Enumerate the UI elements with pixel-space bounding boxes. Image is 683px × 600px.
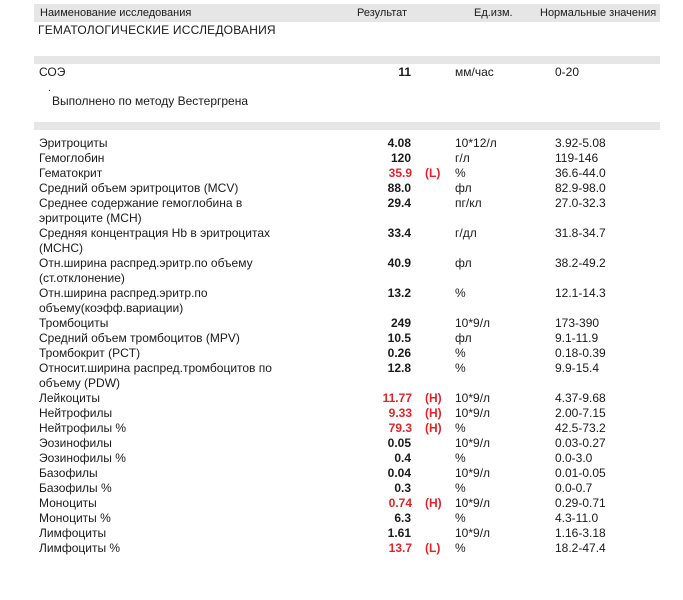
row-normal: 9.9-15.4: [555, 361, 600, 375]
row-unit: 10*9/л: [455, 526, 491, 540]
section-title: ГЕМАТОЛОГИЧЕСКИЕ ИССЛЕДОВАНИЯ: [38, 23, 276, 37]
row-name: Базофилы %: [39, 481, 112, 495]
row-flag: (H): [425, 406, 442, 420]
row-unit: %: [455, 166, 466, 180]
row-unit: 10*9/л: [455, 436, 491, 450]
row-result: 29.4: [387, 196, 411, 210]
row-name: Гемоглобин: [39, 151, 105, 165]
esr-dot: .: [48, 83, 51, 94]
row-name: Нейтрофилы %: [39, 421, 127, 435]
row-normal: 0.0-0.7: [555, 481, 593, 495]
row-result: 13.2: [387, 286, 411, 300]
row-name: Эозинофилы %: [39, 451, 126, 465]
row-normal: 31.8-34.7: [555, 226, 606, 240]
divider-band: [34, 56, 660, 64]
row-unit: %: [455, 286, 466, 300]
row-result: 0.26: [387, 346, 411, 360]
row-normal: 18.2-47.4: [555, 541, 606, 555]
row-normal: 0.0-3.0: [555, 451, 593, 465]
row-result: 120: [390, 151, 411, 165]
row-unit: %: [455, 541, 466, 555]
row-normal: 0.03-0.27: [555, 436, 606, 450]
row-result: 4.08: [387, 136, 411, 150]
row-name: Средний объем эритроцитов (MCV): [39, 181, 239, 195]
row-name: Средняя концентрация Hb в эритроцитах (MCHC): [39, 226, 271, 255]
row-name: Гематокрит: [39, 166, 103, 180]
row-name: Средний объем тромбоцитов (MPV): [39, 331, 240, 345]
row-normal: 119-146: [555, 151, 599, 165]
row-normal: 82.9-98.0: [555, 181, 606, 195]
row-normal: 36.6-44.0: [555, 166, 606, 180]
row-result: 1.61: [387, 526, 411, 540]
row-name: Лимфоциты %: [39, 541, 121, 555]
esr-result: 11: [398, 65, 411, 79]
row-result: 0.74: [388, 496, 412, 510]
row-normal: 4.3-11.0: [555, 511, 599, 525]
row-result: 0.05: [387, 436, 411, 450]
row-name: Эритроциты: [39, 136, 108, 150]
row-name: Тромбоциты: [39, 316, 109, 330]
row-normal: 9.1-11.9: [555, 331, 599, 345]
row-result: 0.3: [394, 481, 411, 495]
row-result: 6.3: [394, 511, 411, 525]
row-result: 11.77: [382, 391, 412, 405]
row-unit: 10*9/л: [455, 496, 491, 510]
row-normal: 27.0-32.3: [555, 196, 606, 210]
table-header: [34, 4, 660, 22]
row-result: 13.7: [388, 541, 412, 555]
row-name: Моноциты: [39, 496, 97, 510]
row-normal: 173-390: [555, 316, 600, 330]
row-normal: 0.01-0.05: [555, 466, 606, 480]
row-normal: 2.00-7.15: [555, 406, 606, 420]
row-result: 12.8: [387, 361, 411, 375]
esr-normal: 0-20: [555, 65, 580, 79]
row-name: Лейкоциты: [39, 391, 101, 405]
row-name: Лимфоциты: [39, 526, 107, 540]
header-name: Наименование исследования: [40, 7, 192, 19]
row-name: Нейтрофилы: [39, 406, 113, 420]
row-result: 33.4: [387, 226, 411, 240]
row-name: Среднее содержание гемоглобина в эритроците (MCH): [39, 196, 243, 225]
row-unit: фл: [455, 256, 472, 270]
row-normal: 4.37-9.68: [555, 391, 606, 405]
row-unit: 10*9/л: [455, 466, 491, 480]
row-unit: %: [455, 511, 466, 525]
row-result: 79.3: [388, 421, 412, 435]
row-result: 9.33: [388, 406, 412, 420]
esr-name: СОЭ: [39, 65, 66, 79]
row-normal: 0.18-0.39: [555, 346, 606, 360]
row-flag: (L): [425, 166, 441, 180]
esr-method: Выполнено по методу Вестергрена: [52, 94, 249, 108]
row-name: Моноциты %: [39, 511, 111, 525]
header-unit: Ед.изм.: [474, 7, 513, 19]
row-flag: (H): [425, 496, 442, 510]
row-result: 35.9: [388, 166, 412, 180]
row-name: Тромбокрит (PCT): [39, 346, 141, 360]
row-result: 40.9: [387, 256, 411, 270]
row-unit: г/л: [455, 151, 470, 165]
row-name: Базофилы: [39, 466, 98, 480]
row-unit: г/дл: [455, 226, 477, 240]
row-result: 10.5: [387, 331, 411, 345]
row-unit: 10*9/л: [455, 391, 491, 405]
row-name: Отн.ширина распред.эритр.по объему(коэфф.вариации): [39, 286, 208, 315]
header-normal: Нормальные значения: [540, 7, 657, 19]
row-normal: 12.1-14.3: [555, 286, 606, 300]
row-normal: 42.5-73.2: [555, 421, 606, 435]
row-unit: %: [455, 451, 466, 465]
row-normal: 3.92-5.08: [555, 136, 606, 150]
row-unit: %: [455, 481, 466, 495]
row-flag: (H): [425, 391, 442, 405]
row-result: 249: [390, 316, 411, 330]
esr-unit: мм/час: [455, 65, 494, 79]
row-flag: (L): [425, 541, 441, 555]
row-result: 88.0: [387, 181, 411, 195]
row-unit: 10*9/л: [455, 316, 491, 330]
row-normal: 0.29-0.71: [555, 496, 606, 510]
row-unit: %: [455, 421, 466, 435]
row-name: Отн.ширина распред.эритр.по объему (ст.отклонение): [39, 256, 253, 285]
row-unit: %: [455, 361, 466, 375]
row-normal: 38.2-49.2: [555, 256, 606, 270]
row-unit: 10*9/л: [455, 406, 491, 420]
row-name: Эозинофилы: [39, 436, 112, 450]
row-result: 0.04: [387, 466, 411, 480]
row-unit: 10*12/л: [455, 136, 497, 150]
row-unit: фл: [455, 181, 472, 195]
divider-band: [34, 122, 660, 130]
header-result: Результат: [357, 7, 408, 19]
row-unit: фл: [455, 331, 472, 345]
row-name: Относит.ширина распред.тромбоцитов по объему (PDW): [39, 361, 272, 390]
row-normal: 1.16-3.18: [555, 526, 606, 540]
row-unit: %: [455, 346, 466, 360]
row-result: 0.4: [394, 451, 411, 465]
row-flag: (H): [425, 421, 442, 435]
row-unit: пг/кл: [455, 196, 482, 210]
